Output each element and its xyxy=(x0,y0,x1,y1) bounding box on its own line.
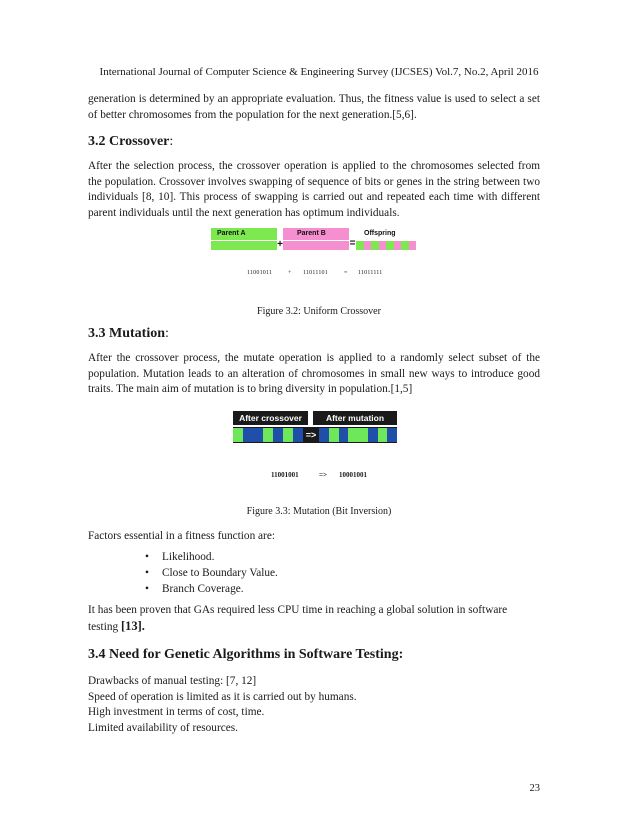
offspring-bar xyxy=(356,241,416,250)
parent-b-bits: 11011101 xyxy=(303,270,328,276)
fitness-factor-item: • Likelihood. xyxy=(145,549,278,565)
heading-text: 3.3 Mutation xyxy=(88,326,165,341)
cpu-time-paragraph xyxy=(88,603,528,635)
offspring-bits: 11011111 xyxy=(358,270,383,276)
mutation-arrow: => xyxy=(305,430,317,440)
drawback-line: Drawbacks of manual testing: [7, 12] xyxy=(88,675,257,687)
fitness-factor-item: • Close to Boundary Value. xyxy=(145,565,278,581)
offspring-segment xyxy=(379,241,387,250)
drawback-line: Speed of operation is limited as it is carried out by humans. xyxy=(88,690,357,703)
parent-a-bar xyxy=(211,241,277,250)
offspring-segment xyxy=(409,241,417,250)
bit-segment xyxy=(283,428,293,442)
fitness-intro: Factors essential in a fitness function are: xyxy=(88,530,275,542)
section-heading-need-for-ga: 3.4 Need for Genetic Algorithms in Software Testing: xyxy=(88,647,404,662)
heading-text: 3.2 Crossover xyxy=(88,134,170,149)
crossover-paragraph: After the selection process, the crossover operation is applied to the chromosomes selected from the population. Crossover involves swapping of sequence of bits or genes in the string between two individuals [8, 10]. This process of swapping is carried out and repeated each time with different parent individuals until the next generation has optimum individuals. xyxy=(88,160,540,219)
after-mutation-label: After mutation xyxy=(313,411,397,425)
drawback-line: High investment in terms of cost, time. xyxy=(88,706,265,718)
figure-3-2-caption: Figure 3.2: Uniform Crossover xyxy=(257,306,381,317)
bit-segment xyxy=(293,428,303,442)
bit-segment xyxy=(273,428,283,442)
manual-testing-drawbacks xyxy=(88,674,540,736)
mutation-paragraph: After the crossover process, the mutate operation is applied to a randomly select subset of the population. Mutation leads to an alteration of chromosomes in small new ways to introduce good traits. The main aim of mutation is to bring diversity in population.[1,5] xyxy=(88,352,540,395)
bit-segment xyxy=(387,428,397,442)
figure-3-3-caption: Figure 3.3: Mutation (Bit Inversion) xyxy=(246,506,392,517)
fitness-factor-item: • Branch Coverage. xyxy=(145,581,278,597)
bits-before-mutation: 11001001 xyxy=(271,471,299,479)
bit-segment xyxy=(329,428,339,442)
section-heading-mutation xyxy=(88,326,169,342)
bit-segment xyxy=(368,428,378,442)
after-mutation-bar xyxy=(319,428,397,442)
crossover-plus-operator: + xyxy=(277,239,283,250)
after-crossover-label: After crossover xyxy=(233,411,308,425)
offspring-segment xyxy=(401,241,409,250)
page-number: 23 xyxy=(529,783,540,794)
offspring-segment xyxy=(371,241,379,250)
offspring-label: Offspring xyxy=(364,230,396,237)
section-heading-crossover xyxy=(88,134,173,150)
fitness-factor-list xyxy=(145,549,278,597)
offspring-segment xyxy=(364,241,372,250)
bits-plus-1: + xyxy=(288,270,292,276)
heading-colon: : xyxy=(169,134,174,149)
bits-arrow: => xyxy=(319,471,327,479)
offspring-segment xyxy=(356,241,364,250)
crossover-equals-operator: = xyxy=(349,238,356,249)
journal-header: International Journal of Computer Science & Engineering Survey (IJCSES) Vol.7, No.2, April 2016 xyxy=(99,66,539,78)
bit-segment xyxy=(243,428,253,442)
figure-mutation xyxy=(233,411,397,483)
bit-segment xyxy=(319,428,329,442)
heading-colon: : xyxy=(165,326,169,341)
bit-segment xyxy=(348,428,358,442)
parent-b-bar xyxy=(283,241,349,250)
cpu-time-text: It has been proven that GAs required less CPU time in reaching a global solution in software testing xyxy=(88,604,508,633)
cpu-time-reference: [13] xyxy=(120,618,142,633)
parent-a-label: Parent A xyxy=(211,228,277,240)
offspring-segment xyxy=(386,241,394,250)
bit-segment xyxy=(358,428,368,442)
parent-a-bits: 11001011 xyxy=(247,270,273,276)
bits-after-mutation: 10001001 xyxy=(339,471,367,479)
bit-segment xyxy=(378,428,388,442)
intro-paragraph: generation is determined by an appropriate evaluation. Thus, the fitness value is used to select a set of better chromosomes from the population for the next generation.[5,6]. xyxy=(88,93,540,121)
bit-segment xyxy=(233,428,243,442)
bit-segment xyxy=(263,428,273,442)
bit-segment xyxy=(339,428,349,442)
bits-plus-2: = xyxy=(344,270,348,276)
drawback-line: Limited availability of resources. xyxy=(88,721,238,734)
offspring-segment xyxy=(394,241,402,250)
figure-uniform-crossover xyxy=(211,228,416,288)
before-mutation-bar xyxy=(233,428,303,442)
cpu-time-period: . xyxy=(141,618,145,633)
parent-b-label: Parent B xyxy=(283,228,349,240)
bit-segment xyxy=(253,428,263,442)
